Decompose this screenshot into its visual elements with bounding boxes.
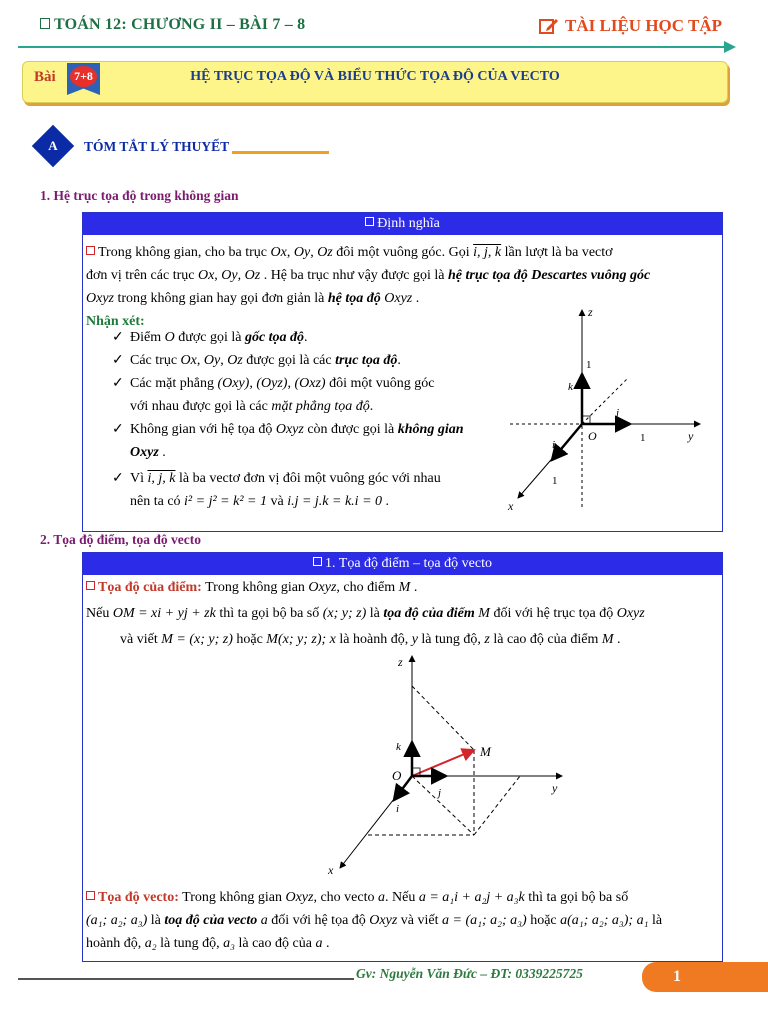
text: là tung độ, bbox=[421, 632, 481, 647]
def-line-1: Trong không gian, cho ba trục Ox, Oy, Oz đôi một vuông góc. Gọi i, j, k lần lượt là ba vectơ bbox=[86, 241, 716, 264]
text: là cao độ của bbox=[238, 936, 312, 951]
text: Vì bbox=[130, 471, 144, 486]
math: Oxyz bbox=[130, 445, 159, 460]
z-label: z bbox=[588, 305, 593, 319]
math: M = (x; y; z) bbox=[161, 632, 233, 647]
y-label: y bbox=[688, 429, 694, 443]
text: nên ta có bbox=[130, 494, 181, 509]
header-right-text: TÀI LIỆU HỌC TẬP bbox=[565, 16, 722, 35]
math: i² = j² = k² = 1 bbox=[184, 494, 267, 509]
math: x bbox=[329, 632, 336, 647]
i-vector bbox=[552, 424, 582, 460]
edit-icon bbox=[539, 17, 559, 35]
point-m-label: M bbox=[480, 744, 491, 759]
math: a bbox=[315, 936, 323, 951]
text: được gọi là bbox=[178, 330, 242, 345]
math: Oxyz bbox=[616, 606, 645, 621]
math: Oy bbox=[203, 353, 221, 368]
math: a(a₁; a₂; a₃); bbox=[560, 913, 634, 928]
lesson-title: HỆ TRỤC TỌA ĐỘ VÀ BIỂU THỨC TỌA ĐỘ CỦA VECTO bbox=[190, 69, 560, 84]
dash-5 bbox=[474, 776, 520, 835]
text: là ba vectơ đơn vị đôi một vuông góc với nhau bbox=[179, 471, 441, 486]
j-label: j bbox=[438, 787, 442, 799]
text: và viết bbox=[400, 913, 439, 928]
text: . Nếu bbox=[385, 890, 416, 905]
math: Ox bbox=[270, 245, 287, 260]
point-coords-text bbox=[86, 576, 718, 651]
text: Nếu bbox=[86, 606, 110, 621]
math: Oy bbox=[221, 268, 238, 283]
math: a₁ bbox=[636, 913, 649, 928]
math: (Oyz) bbox=[256, 376, 288, 391]
math: a bbox=[378, 890, 385, 905]
section-underline bbox=[232, 151, 329, 154]
point-line-2 bbox=[86, 602, 718, 625]
j-label: j bbox=[616, 407, 620, 419]
text: Trong không gian bbox=[205, 580, 305, 595]
text: là cao độ của điểm bbox=[493, 632, 599, 647]
square-glyph-icon bbox=[86, 246, 95, 255]
heading-1: 1. Hệ trục tọa độ trong không gian bbox=[40, 188, 239, 203]
point-line-1: Tọa độ của điểm: Trong không gian Oxyz, cho điểm M . bbox=[86, 576, 718, 599]
check-icon: ✓ bbox=[112, 376, 124, 391]
remark-1: ✓ Điểm O được gọi là gốc tọa độ. bbox=[112, 326, 502, 349]
text: hệ tọa độ bbox=[327, 291, 381, 306]
k-label: k bbox=[396, 741, 401, 753]
remark-4b: Oxyz . bbox=[130, 445, 166, 460]
text: hệ trục tọa độ Descartes vuông góc bbox=[448, 268, 651, 283]
nhan-xet-label: Nhận xét: bbox=[86, 314, 145, 329]
vector-line-3: hoành độ, a₂ là tung độ, a₃ là cao độ của a . bbox=[86, 936, 330, 951]
tick-x-1: 1 bbox=[552, 475, 558, 487]
point-line-3: và viết M = (x; y; z) hoặc M(x; y; z); x là hoành độ, y là tung độ, z là cao độ của điểm M . bbox=[120, 632, 621, 647]
coordinate-axes-figure bbox=[500, 302, 715, 517]
math: Oxyz bbox=[86, 291, 114, 306]
section-letter: A bbox=[48, 138, 58, 153]
text: không gian bbox=[397, 422, 464, 437]
math: y bbox=[411, 632, 418, 647]
origin-label: O bbox=[588, 429, 597, 443]
text: thì ta gọi bộ ba số bbox=[219, 606, 320, 621]
text: hoặc bbox=[530, 913, 557, 928]
math: M(x; y; z); bbox=[266, 632, 327, 647]
square-glyph-icon bbox=[365, 217, 374, 226]
tick-z-1: 1 bbox=[586, 359, 592, 371]
text: là tung độ, bbox=[160, 936, 220, 951]
check-icon: ✓ bbox=[112, 422, 124, 437]
math: Oxyz bbox=[384, 291, 413, 306]
math: a = (a₁; a₂; a₃) bbox=[442, 913, 527, 928]
header-arrow-icon bbox=[724, 41, 736, 53]
math: a bbox=[260, 913, 268, 928]
dash-1 bbox=[412, 686, 474, 750]
text: mặt phẳng tọa độ bbox=[271, 399, 370, 414]
footer-line bbox=[18, 978, 354, 980]
math: Oxyz bbox=[308, 580, 337, 595]
point-vector-box-title: 1. Tọa độ điểm – tọa độ vecto bbox=[325, 556, 492, 571]
remark-2: ✓ Các trục Ox, Oy, Oz được gọi là các trục tọa độ. bbox=[112, 349, 502, 372]
header-title bbox=[40, 16, 305, 34]
point-vector-box-header bbox=[83, 553, 722, 575]
section-title: TÓM TẮT LÝ THUYẾT bbox=[84, 139, 230, 154]
text: với nhau được gọi là các bbox=[130, 399, 268, 414]
header-right bbox=[539, 16, 722, 36]
text: được gọi là các bbox=[246, 353, 332, 368]
text: là hoành độ, bbox=[339, 632, 409, 647]
math: Oy bbox=[293, 245, 311, 260]
math: Oxyz bbox=[369, 913, 398, 928]
lesson-label: Bài bbox=[34, 69, 56, 85]
math: a = a₁i + a₂j + a₃k bbox=[418, 890, 525, 905]
square-glyph-icon bbox=[86, 891, 95, 900]
math: O bbox=[164, 330, 175, 345]
math: Oz bbox=[244, 268, 261, 283]
page-number: 1 bbox=[673, 968, 681, 985]
math: i, j, k bbox=[147, 471, 176, 486]
text: là bbox=[369, 606, 380, 621]
point-m-figure bbox=[322, 650, 582, 880]
def-line-3: Oxyz trong không gian hay gọi đơn giản là hệ tọa độ Oxyz . bbox=[86, 291, 420, 306]
origin-label: O bbox=[392, 768, 402, 783]
math: Oz bbox=[227, 353, 243, 368]
text: hoặc bbox=[236, 632, 263, 647]
footer-author: Gv: Nguyễn Văn Đức – ĐT: 0339225725 bbox=[356, 966, 583, 981]
math: a₂ bbox=[144, 936, 157, 951]
text: Các trục bbox=[130, 353, 178, 368]
math: M bbox=[601, 632, 614, 647]
text: trong không gian hay gọi đơn giản là bbox=[117, 291, 325, 306]
text: đôi một vuông góc. Gọi bbox=[336, 245, 470, 260]
remark-3b: với nhau được gọi là các mặt phẳng tọa độ. bbox=[130, 399, 374, 414]
x-axis-back bbox=[582, 378, 628, 424]
text: đôi một vuông góc bbox=[329, 376, 435, 391]
math: Ox bbox=[197, 268, 215, 283]
math: OM = xi + yj + zk bbox=[112, 606, 216, 621]
text: gốc tọa độ bbox=[244, 330, 305, 345]
remark-3: ✓ Các mặt phẳng (Oxy), (Oyz), (Oxz) đôi một vuông góc bbox=[112, 372, 502, 395]
math: (x; y; z) bbox=[322, 606, 367, 621]
math: Ox bbox=[180, 353, 197, 368]
definition-box-title: Định nghĩa bbox=[377, 216, 440, 231]
square-glyph-icon bbox=[313, 557, 322, 566]
tick-y-1: 1 bbox=[640, 432, 646, 444]
math: a₃ bbox=[223, 936, 235, 951]
text: lần lượt là ba vectơ bbox=[504, 245, 613, 260]
dash-3 bbox=[412, 776, 474, 835]
text: và bbox=[270, 494, 284, 509]
k-label: k bbox=[568, 381, 573, 393]
text: đối với hệ trục tọa độ bbox=[493, 606, 614, 621]
math: i, j, k bbox=[473, 245, 502, 260]
text: Các mặt phẳng bbox=[130, 376, 214, 391]
check-icon: ✓ bbox=[112, 330, 124, 345]
remark-5b: nên ta có i² = j² = k² = 1 và i.j = j.k = k.i = 0 . bbox=[130, 494, 390, 509]
x-label: x bbox=[508, 499, 514, 513]
text: Tọa độ vecto: bbox=[98, 890, 179, 905]
lesson-number-badge: 7+8 bbox=[70, 66, 97, 87]
text: , cho vecto bbox=[313, 890, 375, 905]
text: Điểm bbox=[130, 330, 162, 345]
text: trục tọa độ bbox=[335, 353, 398, 368]
text: hoành độ, bbox=[86, 936, 142, 951]
math: Oxyz bbox=[275, 422, 304, 437]
text: . Hệ ba trục như vậy được gọi là bbox=[263, 268, 445, 283]
y-label: y bbox=[552, 781, 558, 795]
header-left-text: TOÁN 12: CHƯƠNG II – BÀI 7 – 8 bbox=[54, 16, 306, 33]
math: Oz bbox=[317, 245, 333, 260]
math: M bbox=[478, 606, 490, 621]
text: đơn vị trên các trục bbox=[86, 268, 195, 283]
heading-2: 2. Tọa độ điểm, tọa độ vecto bbox=[40, 532, 201, 547]
math: i.j = j.k = k.i = 0 bbox=[287, 494, 383, 509]
text: , cho điểm bbox=[336, 580, 396, 595]
math: (Oxz) bbox=[294, 376, 326, 391]
om-vector bbox=[412, 750, 474, 776]
text: Tọa độ của điểm: bbox=[98, 580, 202, 595]
remark-5 bbox=[112, 467, 502, 490]
x-label: x bbox=[328, 863, 334, 877]
text: Trong không gian bbox=[182, 890, 282, 905]
check-icon: ✓ bbox=[112, 353, 124, 368]
i-label: i bbox=[552, 439, 556, 451]
text: thì ta gọi bộ ba số bbox=[528, 890, 629, 905]
math: z bbox=[484, 632, 490, 647]
math: M bbox=[398, 580, 411, 595]
text: Trong không gian, cho ba trục bbox=[98, 245, 268, 260]
text: và viết bbox=[120, 632, 158, 647]
math: (a₁; a₂; a₃) bbox=[86, 913, 148, 928]
square-glyph-icon bbox=[86, 581, 95, 590]
check-icon: ✓ bbox=[112, 471, 124, 486]
definition-box-header bbox=[83, 213, 722, 235]
i-label: i bbox=[396, 803, 400, 815]
text: là bbox=[150, 913, 161, 928]
text: còn được gọi là bbox=[307, 422, 395, 437]
text: đối với hệ tọa độ bbox=[271, 913, 366, 928]
vector-line-1 bbox=[86, 886, 718, 909]
math: Oxyz bbox=[285, 890, 314, 905]
math: (Oxy) bbox=[217, 376, 250, 391]
page-number-tab bbox=[642, 962, 768, 992]
square-glyph-icon bbox=[40, 18, 50, 29]
text: là bbox=[651, 913, 663, 928]
header-divider bbox=[18, 46, 728, 48]
def-line-2: đơn vị trên các trục Ox, Oy, Oz . Hệ ba trục như vậy được gọi là hệ trục tọa độ Descartes vuông góc bbox=[86, 268, 651, 283]
vector-line-2 bbox=[86, 909, 718, 932]
z-label: z bbox=[398, 655, 403, 669]
vector-coords-text bbox=[86, 886, 718, 955]
text: toạ độ của vecto bbox=[164, 913, 258, 928]
text: Không gian với hệ tọa độ bbox=[130, 422, 273, 437]
text: tọa độ của điểm bbox=[383, 606, 475, 621]
remark-4 bbox=[112, 418, 502, 441]
remarks-list bbox=[112, 326, 502, 513]
